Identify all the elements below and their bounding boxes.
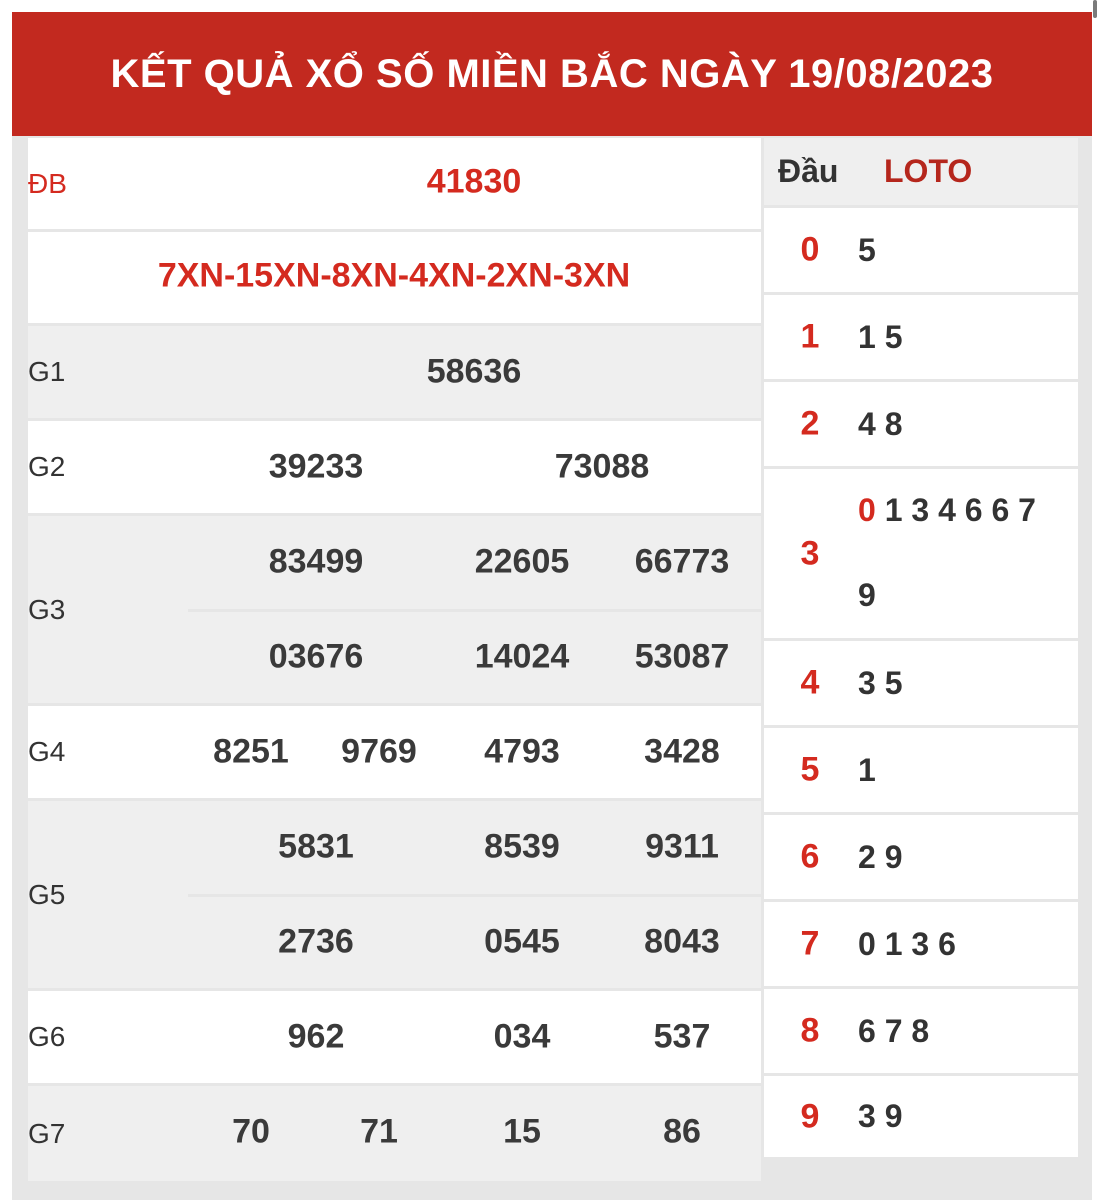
g1-row — [28, 326, 761, 421]
g6-row — [28, 991, 761, 1086]
loto-head-digit: 8 — [800, 1011, 820, 1050]
g4-number-1: 8251 — [213, 732, 289, 771]
special-prize-row — [28, 138, 761, 232]
g5-number-4: 2736 — [278, 922, 354, 961]
loto-header — [764, 138, 1078, 205]
loto-head-digit: 0 — [800, 230, 820, 269]
loto-head-digit: 4 — [800, 663, 820, 702]
g4-number-4: 3428 — [644, 732, 720, 771]
g3-divider — [188, 609, 761, 612]
g5-number-1: 5831 — [278, 827, 354, 866]
results-table — [28, 138, 761, 1181]
loto-row-9 — [764, 1073, 1078, 1160]
loto-tail-digits: 1 5 — [858, 318, 903, 355]
g5-divider — [188, 894, 761, 897]
g3-number-3: 66773 — [634, 542, 730, 581]
special-codes-row — [28, 232, 761, 326]
loto-tail-digits: 1 — [858, 751, 876, 788]
loto-head-digit: 1 — [800, 317, 820, 356]
g5-row — [28, 801, 761, 991]
loto-row-1 — [764, 292, 1078, 379]
loto-tail-digits: 6 7 8 — [858, 1012, 930, 1049]
g6-number-1: 962 — [287, 1017, 345, 1056]
loto-tail-digits: 3 5 — [858, 664, 903, 701]
g4-number-2: 9769 — [341, 732, 417, 771]
g2-label: G2 — [28, 451, 66, 482]
g3-row — [28, 516, 761, 706]
g1-label: G1 — [28, 356, 66, 387]
g2-number-1: 39233 — [268, 447, 364, 486]
special-prize-number: 41830 — [426, 162, 522, 201]
page-title: KẾT QUẢ XỔ SỐ MIỀN BẮC NGÀY 19/08/2023 — [12, 12, 1092, 136]
g5-number-2: 8539 — [484, 827, 560, 866]
loto-tail-digits: 3 9 — [858, 1098, 903, 1134]
loto-head-digit: 7 — [800, 924, 820, 963]
scrollbar[interactable] — [1093, 0, 1097, 18]
loto-column-header: LOTO — [884, 153, 973, 189]
dau-column-header: Đầu — [778, 153, 839, 189]
g3-number-2: 22605 — [474, 542, 570, 581]
g4-row — [28, 706, 761, 801]
loto-tail-digits: 0 1 3 6 — [858, 925, 956, 962]
loto-row-0 — [764, 205, 1078, 292]
g5-number-3: 9311 — [645, 827, 719, 866]
g4-number-3: 4793 — [484, 732, 560, 771]
loto-head-digit: 6 — [800, 837, 820, 876]
g1-number: 58636 — [426, 352, 522, 391]
g3-number-4: 03676 — [268, 637, 364, 676]
loto-tail-highlight: 0 — [858, 492, 876, 528]
g4-label: G4 — [28, 736, 66, 767]
g7-number-1: 70 — [232, 1112, 270, 1151]
g7-number-4: 86 — [663, 1112, 701, 1151]
loto-tail-digits: 5 — [858, 231, 876, 268]
g2-row — [28, 421, 761, 516]
g3-number-6: 53087 — [634, 637, 730, 676]
loto-tail-digits-line1 — [858, 492, 1036, 529]
loto-tail-rest: 1 3 4 6 6 7 — [884, 492, 1036, 528]
special-prize-codes: 7XN-15XN-8XN-4XN-2XN-3XN — [157, 256, 631, 295]
g5-number-6: 8043 — [644, 922, 720, 961]
loto-row-4 — [764, 638, 1078, 725]
loto-tail-digits: 2 9 — [858, 838, 903, 875]
g6-number-2: 034 — [493, 1017, 551, 1056]
g2-number-2: 73088 — [554, 447, 650, 486]
loto-tail-digits: 4 8 — [858, 405, 903, 442]
g3-number-1: 83499 — [268, 542, 364, 581]
g7-label: G7 — [28, 1117, 66, 1149]
loto-head-digit: 3 — [800, 534, 820, 572]
loto-head-digit: 9 — [800, 1097, 820, 1135]
g5-number-5: 0545 — [484, 922, 560, 961]
loto-tail-digits-line2: 9 — [858, 577, 876, 613]
g6-number-3: 537 — [653, 1017, 711, 1056]
g3-number-5: 14024 — [474, 637, 570, 676]
g7-number-3: 15 — [503, 1112, 541, 1151]
loto-table — [764, 138, 1078, 1160]
special-prize-label: ĐB — [28, 167, 67, 199]
g3-label: G3 — [28, 593, 66, 625]
g7-row — [28, 1086, 761, 1181]
loto-row-2 — [764, 379, 1078, 466]
loto-row-8 — [764, 986, 1078, 1073]
g5-label: G5 — [28, 878, 66, 910]
loto-head-digit: 2 — [800, 404, 820, 443]
loto-head-digit: 5 — [800, 750, 820, 789]
loto-row-7 — [764, 899, 1078, 986]
loto-row-5 — [764, 725, 1078, 812]
loto-row-6 — [764, 812, 1078, 899]
g6-label: G6 — [28, 1021, 66, 1052]
loto-row-3 — [764, 466, 1078, 638]
g7-number-2: 71 — [360, 1112, 398, 1151]
